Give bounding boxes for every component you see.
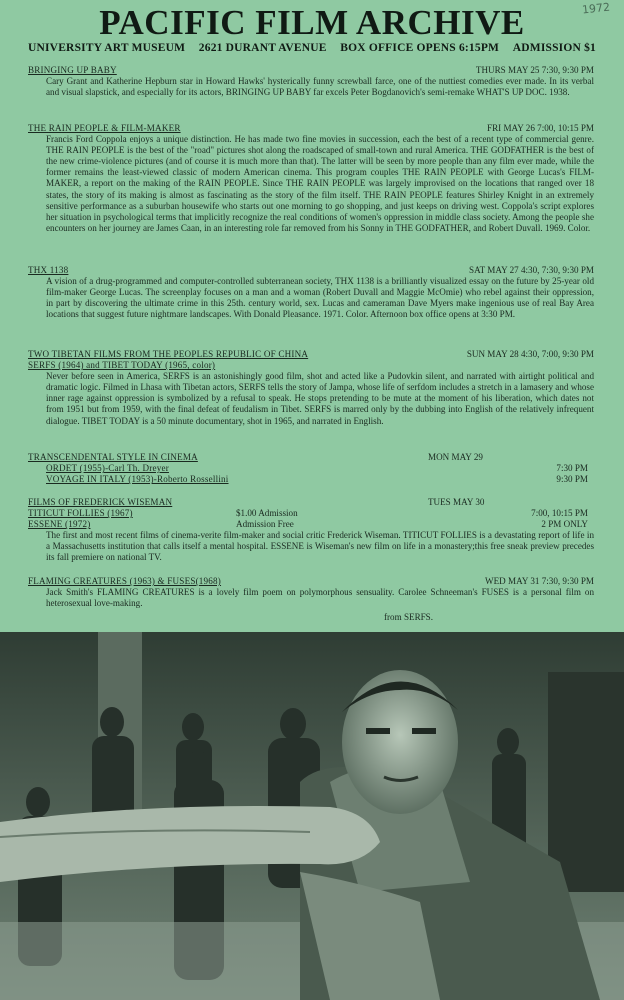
film-name: VOYAGE IN ITALY (1953)-Roberto Rossellini	[46, 474, 229, 485]
film-row	[28, 474, 594, 485]
program-listing	[28, 65, 594, 98]
program-title: TRANSCENDENTAL STYLE IN CINEMA	[28, 452, 198, 462]
page-title: PACIFIC FILM ARCHIVE	[99, 3, 525, 42]
program-description: A vision of a drug-programmed and computer-controlled subterranean society, THX 1138 is a brilliantly visualized essay on the future by 25-year old film-maker George Lucas. The screenplay focuses on a man and a woman (Robert Duvall and Maggie McOmie) who rebel against their oppression, in part by discovering the ultimate crime in this 25th. century world, sex. Lucas and cameraman Dave Myers make ingenious use of real Bay Area locations that suggest future nightmare landscapes. With Donald Pleasance. 1971. Color. Afternoon box office opens at 3:30 PM.	[46, 276, 594, 320]
program-description: Francis Ford Coppola enjoys a unique distinction. He has made two fine movies in succession, each the best of a recent type of commercial genre. THE RAIN PEOPLE is the best of the "road" pictures shot along the roadscaped of small-town and rural America. THE GODFATHER is the best of the new crime-violence pictures (and of course it is much more than that). The latter will be seen by more people than any film ever made, while the former remains the least-viewed classic of modern American cinema. This program couples THE RAIN PEOPLE with George Lucas's FILM-MAKER, a report on the making of the RAIN PEOPLE. Since THE RAIN PEOPLE was largely improvised on the locations that ranged over 18 states, the story of its making is almost as fascinating as the story of the film itself. THE RAIN PEOPLE features Shirley Knight in an extremely sensitive performance as a suburban housewife who starts out one morning to go shopping, and just keeps on driving west. Coppola's script explores her situation in psychological terms that implicitly recognize the real conditions of women's oppression in middle class society. Among the people she encounters on her journey are James Caan, in an interesting role far removed from his Sonny in THE GODFATHER, and Robert Duvall. 1969. Color.	[46, 134, 594, 233]
film-admission: Admission Free	[236, 519, 294, 530]
address: 2621 DURANT AVENUE	[198, 42, 327, 54]
program-schedule: TUES MAY 30	[428, 497, 485, 507]
film-name: TITICUT FOLLIES (1967)	[28, 508, 133, 519]
program-description: The first and most recent films of cinema-verite film-maker and social critic Frederick Wiseman. TITICUT FOLLIES is a devastating report of life in a Massachusetts institution that calls itself a mental hospital. ESSENE is Wiseman's new film on life in a monastery;this free sneak preview precedes its fall premiere on national TV.	[46, 530, 594, 563]
program-listing	[28, 452, 594, 485]
film-time: 2 PM ONLY	[541, 519, 588, 530]
handwritten-note: 1972	[581, 0, 611, 17]
program-title: TWO TIBETAN FILMS FROM THE PEOPLES REPUBLIC OF CHINA	[28, 349, 309, 359]
film-time: 7:00, 10:15 PM	[531, 508, 588, 519]
program-schedule: WED MAY 31 7:30, 9:30 PM	[485, 576, 594, 586]
program-schedule: THURS MAY 25 7:30, 9:30 PM	[475, 65, 594, 75]
photo-caption: from SERFS.	[384, 612, 434, 622]
film-name: ESSENE (1972)	[28, 519, 91, 530]
program-listing	[28, 123, 594, 234]
program-listing	[28, 265, 594, 320]
box-office-time: BOX OFFICE OPENS 6:15PM	[340, 42, 500, 54]
program-title: FILMS OF FREDERICK WISEMAN	[28, 497, 173, 507]
program-schedule: SAT MAY 27 4:30, 7:30, 9:30 PM	[469, 265, 594, 275]
film-time: 7:30 PM	[556, 463, 588, 474]
film-still-photo	[0, 632, 624, 1000]
program-description: Jack Smith's FLAMING CREATURES is a lovely film poem on polymorphous sensuality. Carolee Schneeman's FUSES is a personal film on heterosexual love-making.	[46, 587, 594, 609]
program-title: FLAMING CREATURES (1963) & FUSES(1968)	[28, 576, 222, 586]
info-line	[28, 42, 596, 54]
film-time: 9:30 PM	[556, 474, 588, 485]
program-listing	[28, 497, 594, 564]
program-schedule: SUN MAY 28 4:30, 7:00, 9:30 PM	[466, 349, 594, 359]
program-listing	[28, 349, 594, 427]
program-title: BRINGING UP BABY	[28, 65, 117, 75]
program-description: Cary Grant and Katherine Hepburn star in Howard Hawks' hysterically funny screwball farce, one of the nuttiest comedies ever made. In its verbal and visual slapstick, and especially for its actors, BRINGING UP BABY far excels Peter Bogdanovich's semi-remake WHAT'S UP DOC. 1938.	[46, 76, 594, 98]
admission-price: ADMISSION $1	[512, 42, 596, 54]
program-schedule: FRI MAY 26 7:00, 10:15 PM	[487, 123, 594, 133]
film-row	[28, 519, 594, 530]
film-still-illustration	[0, 632, 624, 1000]
film-name: ORDET (1955)-Carl Th. Dreyer	[46, 463, 169, 474]
film-admission: $1.00 Admission	[236, 508, 298, 519]
program-listing	[28, 576, 594, 609]
museum-name: UNIVERSITY ART MUSEUM	[28, 42, 186, 54]
program-title: THE RAIN PEOPLE & FILM-MAKER	[28, 123, 181, 133]
program-title: THX 1138	[28, 265, 69, 275]
film-row	[28, 463, 594, 474]
program-subtitle: SERFS (1964) and TIBET TODAY (1965, color)	[28, 360, 216, 371]
program-schedule: MON MAY 29	[428, 452, 483, 462]
program-description: Never before seen in America, SERFS is an astonishingly good film, shot and acted like a Pudovkin silent, and narrated with airtight political and dramatic logic. Filmed in Lhasa with Tibetan actors, SERFS tells the story of Jampa, whose life of serfdom includes a stretch in a lamasery and whose inner rage against oppression is symbolized by a refusal to speak. He stops pretending to be mute at the moment of his liberation, which dates not from 1951 but from 1959, with the final defeat of feudalism in Tibet. SERFS is marred only by the dubbing into English of the relatively infrequent dialogue. TIBET TODAY is a 50 minute documentary, shot in 1965, and narrated in English.	[46, 371, 594, 426]
film-row	[28, 508, 594, 519]
